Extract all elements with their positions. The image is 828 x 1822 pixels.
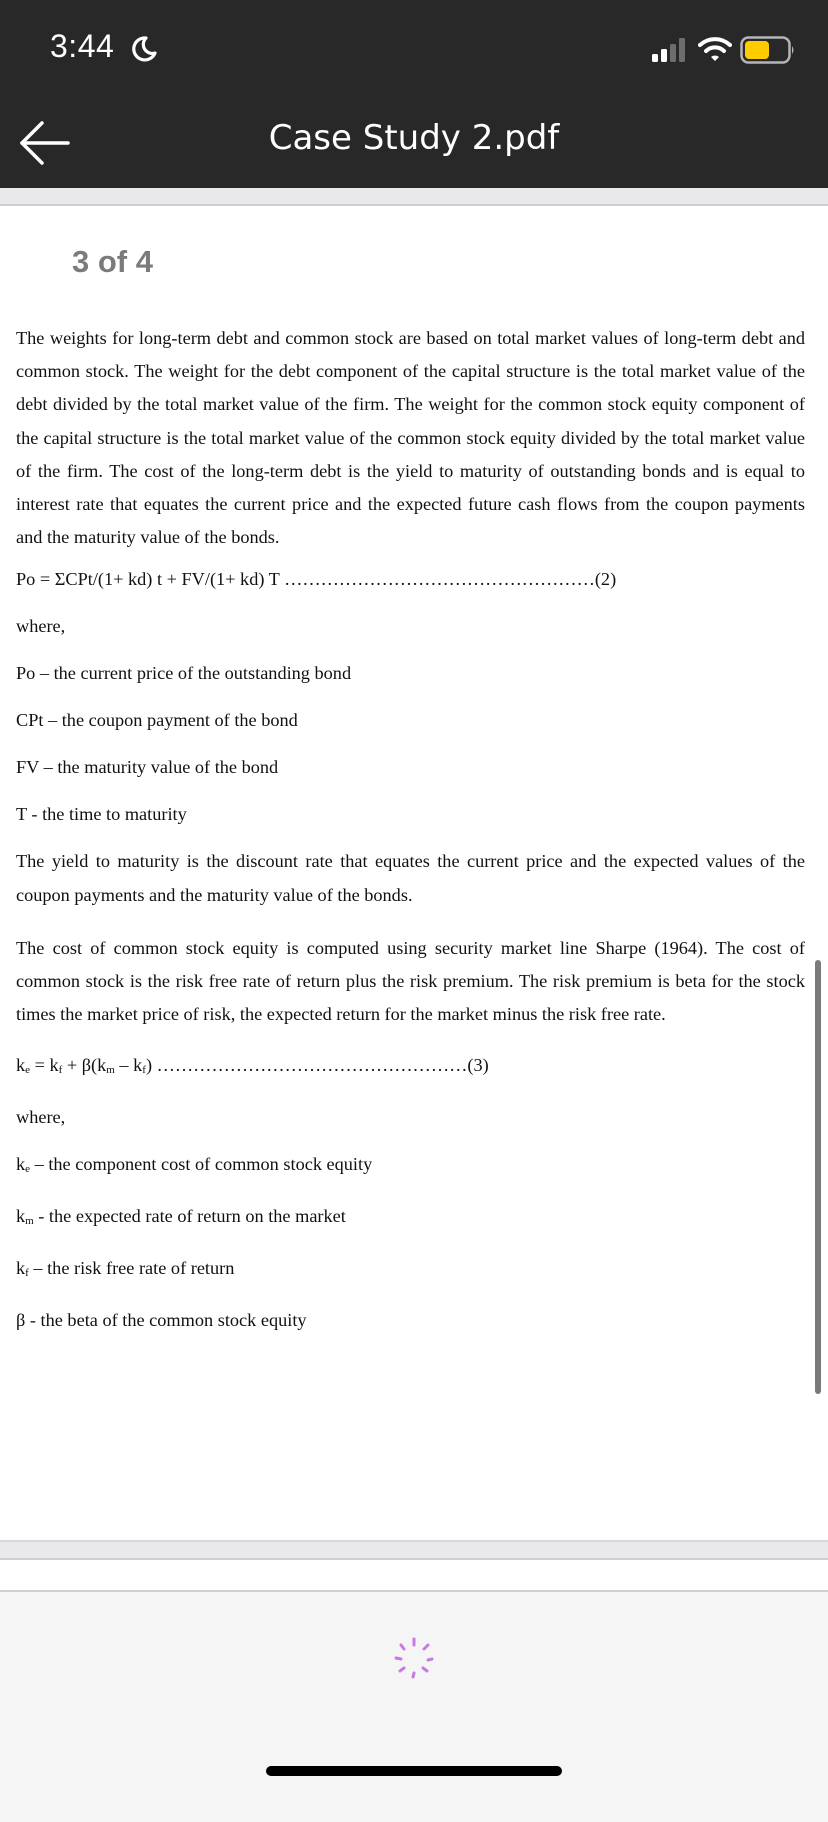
definition-beta: β - the beta of the common stock equity xyxy=(16,1310,307,1331)
home-indicator[interactable] xyxy=(266,1766,562,1776)
page-indicator: 3 of 4 xyxy=(72,244,153,279)
loading-spinner-icon xyxy=(392,1637,436,1681)
next-page-top xyxy=(0,1560,828,1590)
definition-ke: ke – the component cost of common stock equity xyxy=(16,1154,373,1176)
document-title: Case Study 2.pdf xyxy=(268,118,560,158)
equation-2: Po = ΣCPt/(1+ kd) t + FV/(1+ kd) T ……………………………………………(2) xyxy=(16,569,617,590)
nav-bar xyxy=(0,100,828,188)
vertical-scrollbar[interactable] xyxy=(815,960,821,1394)
equation-3: ke = kf + β(km – kf) ……………………………………………(3) xyxy=(16,1055,489,1077)
definition-po: Po – the current price of the outstanding bond xyxy=(16,663,352,684)
definition-fv: FV – the maturity value of the bond xyxy=(16,757,279,778)
pdf-page-content xyxy=(16,322,805,1331)
status-bar xyxy=(0,0,828,100)
paragraph-yield: The yield to maturity is the discount rate that equates the current price and the expected values of the coupon payments and the maturity value of the bonds. xyxy=(16,851,805,905)
definition-t: T - the time to maturity xyxy=(16,804,187,825)
status-time: 3:44 xyxy=(50,28,115,64)
battery-icon xyxy=(740,36,796,64)
page-separator xyxy=(0,1540,828,1560)
paragraph-weights: The weights for long-term debt and common stock are based on total market values of long-term debt and common stock. The weight for the debt component of the capital structure is the total market value of the debt divided by the total market value of the firm. The weight for the common stock equity component of the capital structure is the total market value of the common stock equity divided by the total market value of the firm. The cost of the long-term debt is the yield to maturity of outstanding bonds and is equal to interest rate that equates the current price and the expected future cash flows from the coupon payments and the maturity value of the bonds. xyxy=(16,328,805,548)
where-label: where, xyxy=(16,1107,66,1128)
paragraph-equity: The cost of common stock equity is computed using security market line Sharpe (1964). The cost of common stock is the risk free rate of return plus the risk premium. The risk premium is beta for the stock times the market price of risk, the expected return for the market minus the risk free rate. xyxy=(16,937,805,1025)
definition-kf: kf – the risk free rate of return xyxy=(16,1258,235,1280)
where-label: where, xyxy=(16,616,66,637)
next-page-loading-area xyxy=(0,1590,828,1822)
definition-km: km - the expected rate of return on the market xyxy=(16,1206,346,1228)
moon-icon xyxy=(131,36,157,62)
signal-icon xyxy=(652,38,690,62)
definition-cpt: CPt – the coupon payment of the bond xyxy=(16,710,298,731)
wifi-icon xyxy=(698,36,732,62)
page-separator xyxy=(0,188,828,206)
